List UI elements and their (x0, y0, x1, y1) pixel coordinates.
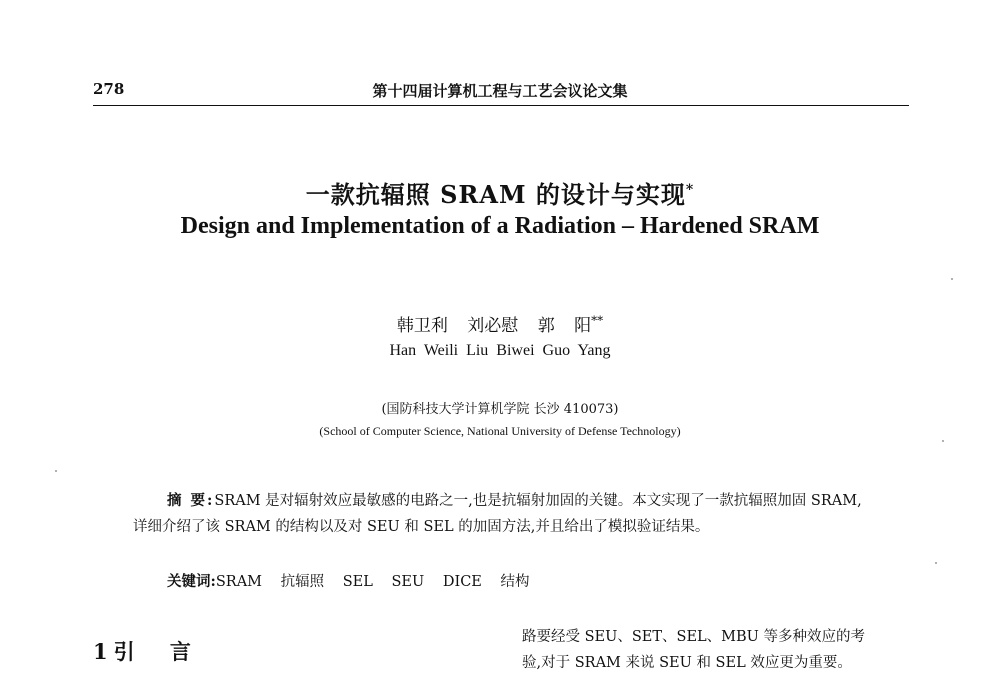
scan-speck (942, 440, 944, 442)
scan-speck (935, 562, 937, 564)
paper-title-chinese (0, 175, 1000, 210)
header-rule (93, 105, 909, 106)
abstract-label: 摘 要: (167, 492, 215, 509)
keywords-label: 关键词: (167, 573, 216, 590)
authors-english: Han Weili Liu Biwei Guo Yang (389, 342, 611, 359)
title-footnote-marker: * (685, 182, 695, 198)
keywords-list: SRAM 抗辐照 SEL SEU DICE 结构 (215, 574, 530, 590)
abstract-text: SRAM 是对辐射效应最敏感的电路之一,也是抗辐射加固的关键。本文实现了一款抗辐照加固 SRAM,详细介绍了该 SRAM 的结构以及对 SEU 和 SEL 的加固方法,并且给出了模拟验证结果。 (133, 493, 862, 535)
scan-speck (55, 470, 57, 472)
abstract (133, 488, 873, 540)
page-number: 278 (93, 80, 125, 98)
paper-title-english: Design and Implementation of a Radiation – Hardened SRAM (180, 213, 820, 239)
affiliation-chinese: (国防科技大学计算机学院 长沙 410073) (381, 402, 619, 417)
scan-speck (951, 278, 953, 280)
section-heading-introduction (93, 636, 205, 666)
section-title: 引 言 (113, 639, 205, 664)
right-column-text (522, 624, 912, 676)
running-head: 第十四届计算机工程与工艺会议论文集 (372, 82, 628, 100)
section-number: 1 (93, 639, 108, 664)
right-column-line-2: 验,对于 SRAM 来说 SEU 和 SEL 效应更为重要。 (522, 655, 852, 671)
affiliation-english: (School of Computer Science, National University of Defense Technology) (319, 424, 681, 438)
authors-chinese (0, 311, 1000, 336)
right-column-line-1: 路要经受 SEU、SET、SEL、MBU 等多种效应的考 (522, 629, 866, 645)
keywords (167, 570, 530, 591)
authors-chinese-text: 韩卫利 刘必慰 郭 阳 (396, 316, 592, 336)
author-footnote-marker: ** (591, 313, 604, 328)
title-chinese-text: 一款抗辐照 SRAM 的设计与实现 (305, 180, 686, 209)
